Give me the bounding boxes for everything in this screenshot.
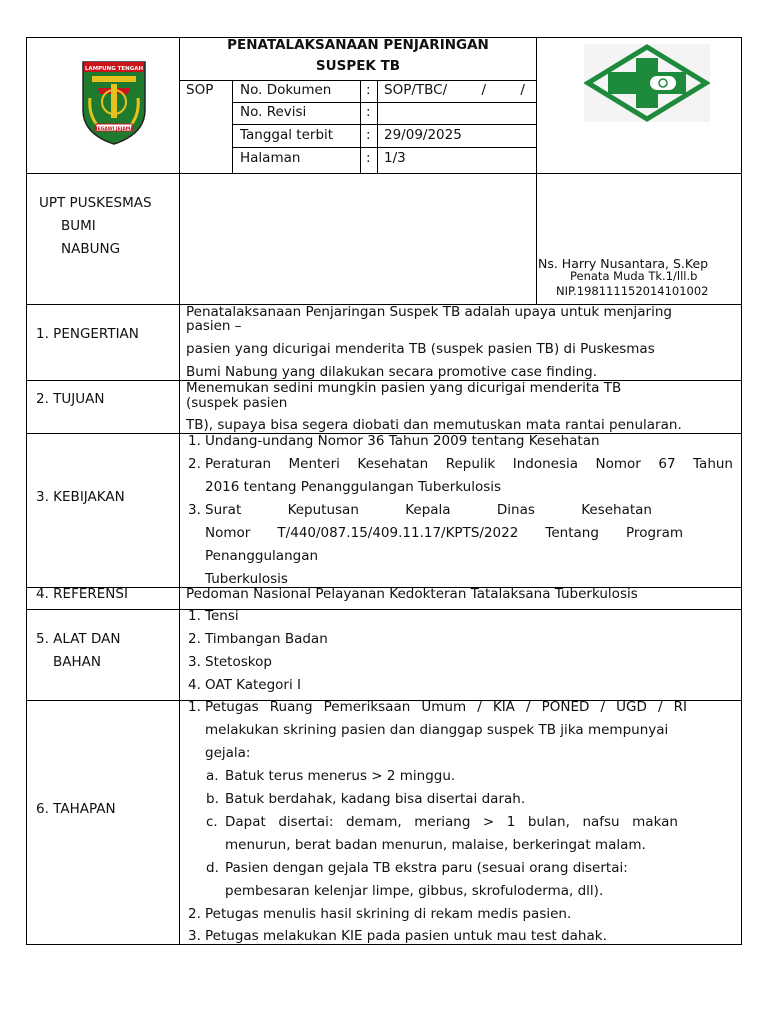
header-divider <box>360 80 361 173</box>
meta-colon: : <box>366 127 371 143</box>
alat-num: 3. <box>188 654 201 670</box>
tahapan-sub-num: b. <box>206 791 219 807</box>
row-divider <box>26 173 742 174</box>
signatory-rank: Penata Muda Tk.1/lll.b <box>570 269 698 283</box>
institution-line2: BUMI <box>61 218 96 234</box>
pengertian-line: Bumi Nabung yang dilakukan secara promotive case finding. <box>186 364 597 380</box>
tahapan-num: 3. <box>188 928 201 944</box>
tahapan-sub-text: pembesaran kelenjar limpe, gibbus, skrofuloderma, dll). <box>225 883 604 899</box>
header-divider <box>232 124 536 125</box>
tahapan-sub-num: c. <box>206 814 218 830</box>
regency-emblem-icon <box>80 58 148 146</box>
signatory-name: Ns. Harry Nusantara, S.Kep <box>538 256 709 271</box>
tahapan-sub-text: Dapat disertai: demam, meriang > 1 bulan, nafsu makan <box>225 814 678 830</box>
logo-left-text-top: LAMPUNG TENGAH <box>84 66 144 72</box>
tahapan-sub-text: Batuk berdahak, kadang bisa disertai darah. <box>225 791 526 807</box>
tahapan-text: Petugas melakukan KIE pada pasien untuk mau test dahak. <box>205 928 607 944</box>
institution-line3: NABUNG <box>61 241 121 257</box>
sop-title-line2: SUSPEK TB <box>315 58 401 74</box>
header-divider <box>377 80 378 173</box>
kebijakan-text: Penanggulangan <box>205 548 319 564</box>
kebijakan-num: 1. <box>188 433 201 449</box>
tahapan-sub-num: d. <box>206 860 219 876</box>
kebijakan-text: Surat Keputusan Kepala Dinas Kesehatan <box>205 502 652 518</box>
kebijakan-num: 3. <box>188 502 201 518</box>
sop-label: SOP <box>186 82 214 98</box>
kebijakan-text: Tuberkulosis <box>205 571 288 587</box>
kebijakan-text: Peraturan Menteri Kesehatan Repulik Indonesia Nomor 67 Tahun <box>205 456 733 472</box>
alat-num: 1. <box>188 608 201 624</box>
meta-label: No. Revisi <box>240 104 307 120</box>
section-label-referensi: 4. REFERENSI <box>36 586 128 602</box>
meta-label: Tanggal terbit <box>240 127 334 143</box>
tujuan-line: TB), supaya bisa segera diobati dan memutuskan mata rantai penularan. <box>186 417 682 433</box>
alat-num: 2. <box>188 631 201 647</box>
tahapan-text: Petugas Ruang Pemeriksaan Umum / KIA / PONED / UGD / RI <box>205 699 687 715</box>
tahapan-sub-num: a. <box>206 768 219 784</box>
kebijakan-num: 2. <box>188 456 201 472</box>
pengertian-line: pasien yang dicurigai menderita TB (suspek pasien TB) di Puskesmas <box>186 341 655 357</box>
row-divider <box>26 609 742 610</box>
section-label-tujuan: 2. TUJUAN <box>36 391 105 407</box>
section-label-alat: 5. ALAT DAN <box>36 631 121 647</box>
tujuan-line: Menemukan sedini mungkin pasien yang dicurigai menderita TB <box>186 380 622 396</box>
meta-label: Halaman <box>240 150 301 166</box>
section-label-tahapan: 6. TAHAPAN <box>36 801 116 817</box>
alat-text: Timbangan Badan <box>205 631 328 647</box>
signatory-nip: NIP.198111152014101002 <box>556 284 709 298</box>
meta-colon: : <box>366 150 371 166</box>
alat-text: Stetoskop <box>205 654 272 670</box>
meta-value: SOP/TBC/ / / <box>384 82 525 98</box>
section-label-kebijakan: 3. KEBIJAKAN <box>36 489 125 505</box>
meta-colon: : <box>366 82 371 98</box>
logo-left-text-bottom: BEGAWI JEJAMA <box>94 126 134 132</box>
tahapan-num: 1. <box>188 699 201 715</box>
kebijakan-text: 2016 tentang Penanggulangan Tuberkulosis <box>205 479 502 495</box>
puskesmas-logo <box>584 44 710 122</box>
tahapan-text: gejala: <box>205 745 251 761</box>
pengertian-line: pasien – <box>186 318 242 334</box>
tujuan-line: (suspek pasien <box>186 395 288 411</box>
section-label-alat: BAHAN <box>53 654 101 670</box>
tahapan-text: melakukan skrining pasien dan dianggap suspek TB jika mempunyai <box>205 722 669 738</box>
pengertian-line: Penatalaksanaan Penjaringan Suspek TB adalah upaya untuk menjaring <box>186 304 672 320</box>
tahapan-sub-text: Pasien dengan gejala TB ekstra paru (sesuai orang disertai: <box>225 860 628 876</box>
alat-num: 4. <box>188 677 201 693</box>
meta-label: No. Dokumen <box>240 82 332 98</box>
alat-text: OAT Kategori I <box>205 677 302 693</box>
kebijakan-text: Undang-undang Nomor 36 Tahun 2009 tentang Kesehatan <box>205 433 600 449</box>
meta-value: 29/09/2025 <box>384 127 462 143</box>
tahapan-text: Petugas menulis hasil skrining di rekam medis pasien. <box>205 906 572 922</box>
section-label-pengertian: 1. PENGERTIAN <box>36 326 139 342</box>
alat-text: Tensi <box>205 608 239 624</box>
meta-value: 1/3 <box>384 150 406 166</box>
meta-colon: : <box>366 104 371 120</box>
header-divider <box>232 102 536 103</box>
column-divider <box>536 37 537 304</box>
column-divider <box>179 37 180 945</box>
institution-line1: UPT PUSKESMAS <box>39 195 152 211</box>
header-divider <box>232 80 233 173</box>
kebijakan-text: Nomor T/440/087.15/409.11.17/KPTS/2022 Tentang Program <box>205 525 683 541</box>
referensi-text: Pedoman Nasional Pelayanan Kedokteran Tatalaksana Tuberkulosis <box>186 586 638 602</box>
regency-logo <box>80 58 148 146</box>
sop-title-line1: PENATALAKSANAAN PENJARINGAN <box>227 37 489 53</box>
header-divider <box>232 147 536 148</box>
puskesmas-cross-icon <box>584 44 710 122</box>
tahapan-num: 2. <box>188 906 201 922</box>
tahapan-sub-text: Batuk terus menerus > 2 minggu. <box>225 768 456 784</box>
tahapan-sub-text: menurun, berat badan menurun, malaise, berkeringat malam. <box>225 837 646 853</box>
